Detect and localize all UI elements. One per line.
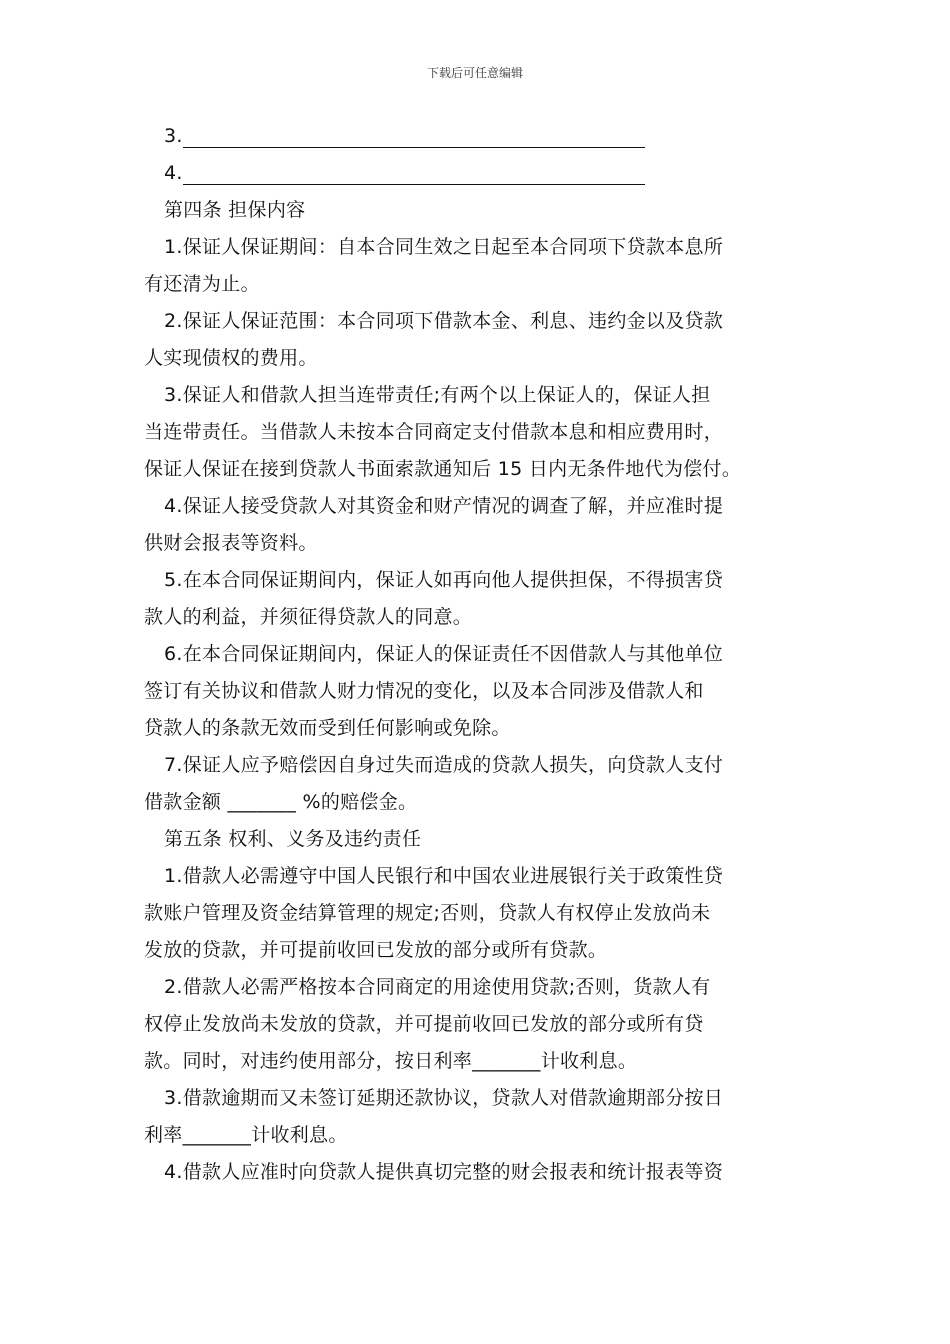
clause (144, 488, 810, 562)
clause-line: 利率_______计收利息。 (144, 1124, 348, 1146)
clause-line: 2.保证人保证范围：本合同项下借款本金、利息、违约金以及贷款 (164, 310, 724, 332)
clause-line: 3.保证人和借款人担当连带责任;有两个以上保证人的，保证人担 (164, 384, 711, 406)
clause-line: 3.借款逾期而又未签订延期还款协议，贷款人对借款逾期部分按日 (164, 1087, 724, 1109)
clause-line: 贷款人的条款无效而受到任何影响或免除。 (144, 717, 511, 739)
clause-line: 当连带责任。当借款人未按本合同商定支付借款本息和相应费用时， (144, 421, 724, 443)
article-5 (144, 821, 810, 1191)
blank-item (144, 118, 810, 155)
clause (144, 1154, 810, 1191)
clause (144, 377, 810, 488)
clause (144, 969, 810, 1080)
document-body (144, 118, 810, 1191)
clause-line: 人实现债权的费用。 (144, 347, 318, 369)
fill-in-blank[interactable] (183, 123, 645, 148)
clause (144, 303, 810, 377)
clause-line: 1.借款人必需遵守中国人民银行和中国农业进展银行关于政策性贷 (164, 865, 724, 887)
page-header: 下载后可任意编辑 (426, 66, 523, 80)
blank-item (144, 155, 810, 192)
clause-line: 有还清为止。 (144, 273, 260, 295)
clause-line: 保证人保证在接到贷款人书面索款通知后 15 日内无条件地代为偿付。 (144, 458, 742, 480)
clause-line: 6.在本合同保证期间内，保证人的保证责任不因借款人与其他单位 (164, 643, 724, 665)
clause-line: 4.借款人应准时向贷款人提供真切完整的财会报表和统计报表等资 (164, 1161, 724, 1183)
clause (144, 858, 810, 969)
article-4 (144, 192, 810, 821)
clause-line: 供财会报表等资料。 (144, 532, 318, 554)
clause-line: 发放的贷款，并可提前收回已发放的部分或所有贷款。 (144, 939, 608, 961)
blank-item-label: 4. (164, 162, 183, 184)
clause-line: 1.保证人保证期间：自本合同生效之日起至本合同项下贷款本息所 (164, 236, 724, 258)
article-title: 第五条 权利、义务及违约责任 (164, 828, 422, 850)
article-title: 第四条 担保内容 (164, 199, 306, 221)
clause-line: 7.保证人应予赔偿因自身过失而造成的贷款人损失，向贷款人支付 (164, 754, 724, 776)
clause-line: 款人的利益，并须征得贷款人的同意。 (144, 606, 473, 628)
fill-in-blank[interactable] (183, 160, 645, 185)
clause-line: 2.借款人必需严格按本合同商定的用途使用贷款;否则，货款人有 (164, 976, 711, 998)
clause-line: 款。同时，对违约使用部分，按日利率_______计收利息。 (144, 1050, 638, 1072)
clause-line: 4.保证人接受贷款人对其资金和财产情况的调查了解，并应准时提 (164, 495, 724, 517)
clause-line: 借款金额 _______ %的赔偿金。 (144, 791, 418, 813)
clause (144, 1080, 810, 1154)
clause (144, 229, 810, 303)
clause-line: 权停止发放尚未发放的贷款，并可提前收回已发放的部分或所有贷 (144, 1013, 704, 1035)
clause-line: 5.在本合同保证期间内，保证人如再向他人提供担保，不得损害贷 (164, 569, 724, 591)
clause-line: 签订有关协议和借款人财力情况的变化，以及本合同涉及借款人和 (144, 680, 704, 702)
blank-item-label: 3. (164, 125, 183, 147)
clause-line: 款账户管理及资金结算管理的规定;否则，贷款人有权停止发放尚未 (144, 902, 711, 924)
clause (144, 747, 810, 821)
clause (144, 562, 810, 636)
clause (144, 636, 810, 747)
